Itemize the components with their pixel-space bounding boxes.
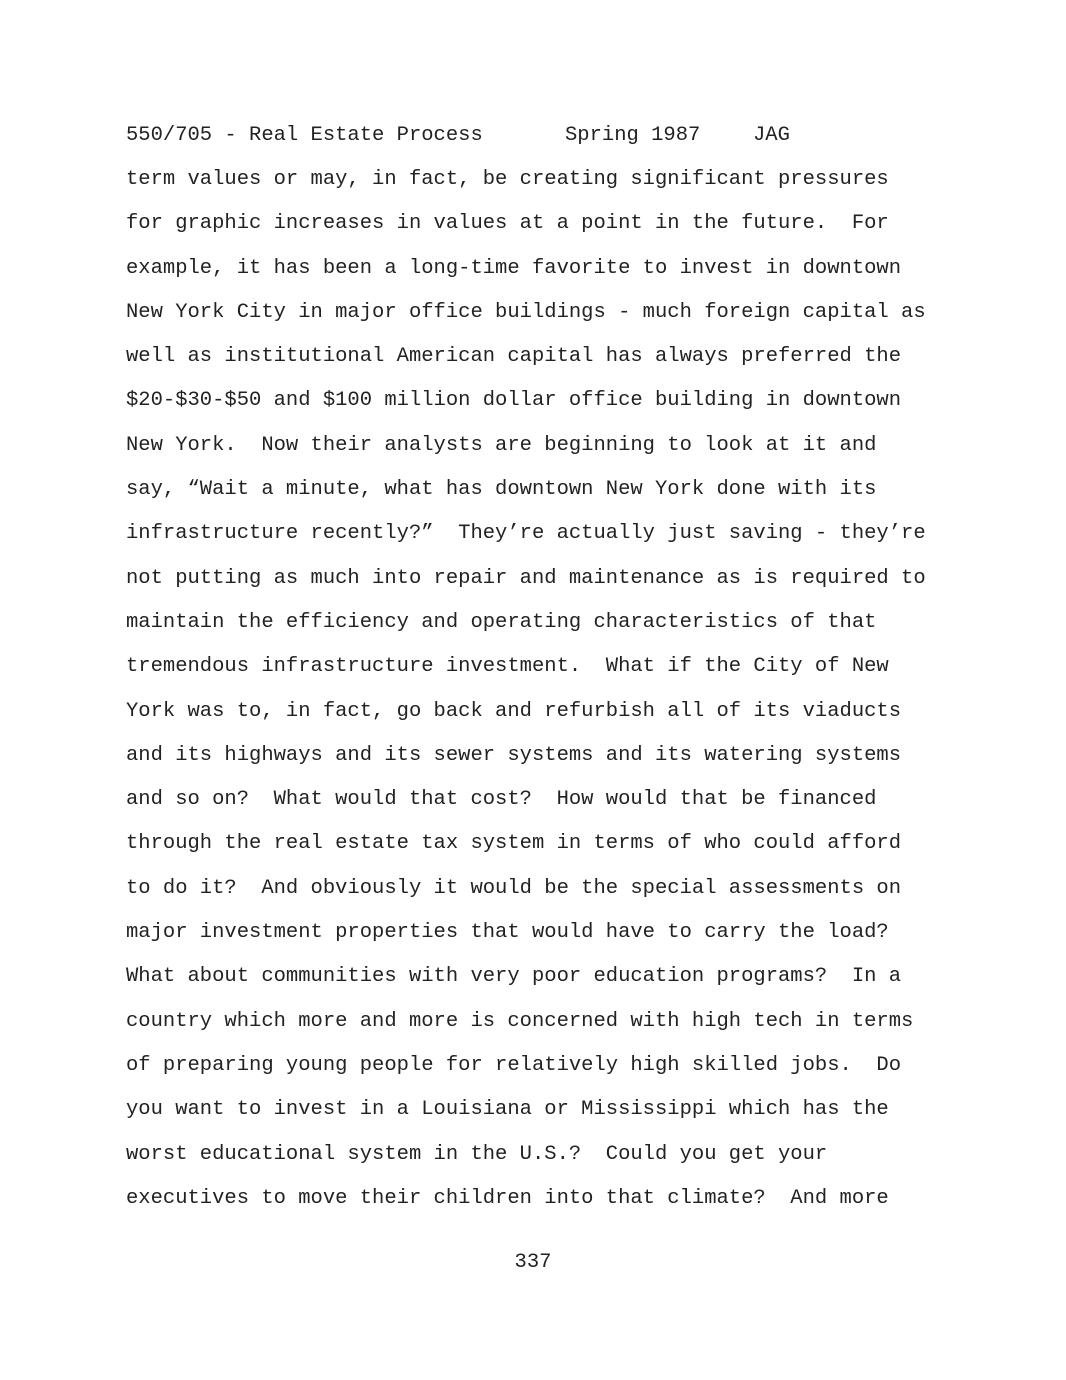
text-line: New York City in major office buildings - much foreign capital as [126,300,926,324]
text-line: well as institutional American capital has always preferred the [126,345,902,369]
text-line: executives to move their children into that climate? And more [126,1186,889,1210]
text-line: York was to, in fact, go back and refurbish all of its viaducts [126,699,902,723]
text-line: say, “Wait a minute, what has downtown New York done with its [126,478,877,502]
text-line: of preparing young people for relatively high skilled jobs. Do [126,1053,902,1077]
text-line: infrastructure recently?” They’re actually just saving - they’re [126,522,926,546]
text-line: and its highways and its sewer systems and its watering systems [126,743,902,767]
course-title: 550/705 - Real Estate Process [126,124,483,147]
text-line: tremendous infrastructure investment. What if the City of New [126,655,889,679]
text-line: term values or may, in fact, be creating significant pressures [126,168,889,191]
text-line: What about communities with very poor education programs? In a [126,965,902,989]
author-initials: JAG [753,124,790,147]
text-line: to do it? And obviously it would be the special assessments on [126,876,902,900]
page-number: 337 [514,1251,552,1274]
transcript-body [126,167,956,1230]
text-line: maintain the efficiency and operating characteristics of that [126,610,877,634]
text-line: $20-$30-$50 and $100 million dollar office building in downtown [126,389,902,413]
text-line: you want to invest in a Louisiana or Mississippi which has the [126,1098,889,1122]
text-line: and so on? What would that cost? How would that be financed [126,788,877,812]
page-header [126,123,790,149]
text-line: worst educational system in the U.S.? Could you get your [126,1142,828,1166]
text-line: example, it has been a long-time favorite to invest in downtown [126,256,902,280]
text-line: for graphic increases in values at a point in the future. For [126,212,889,236]
term-label: Spring 1987 [565,124,701,147]
text-line: country which more and more is concerned with high tech in terms [126,1009,914,1033]
text-line: through the real estate tax system in terms of who could afford [126,832,902,856]
text-line: New York. Now their analysts are beginning to look at it and [126,433,877,457]
text-line: not putting as much into repair and maintenance as is required to [126,566,926,590]
text-line: major investment properties that would have to carry the load? [126,921,889,945]
